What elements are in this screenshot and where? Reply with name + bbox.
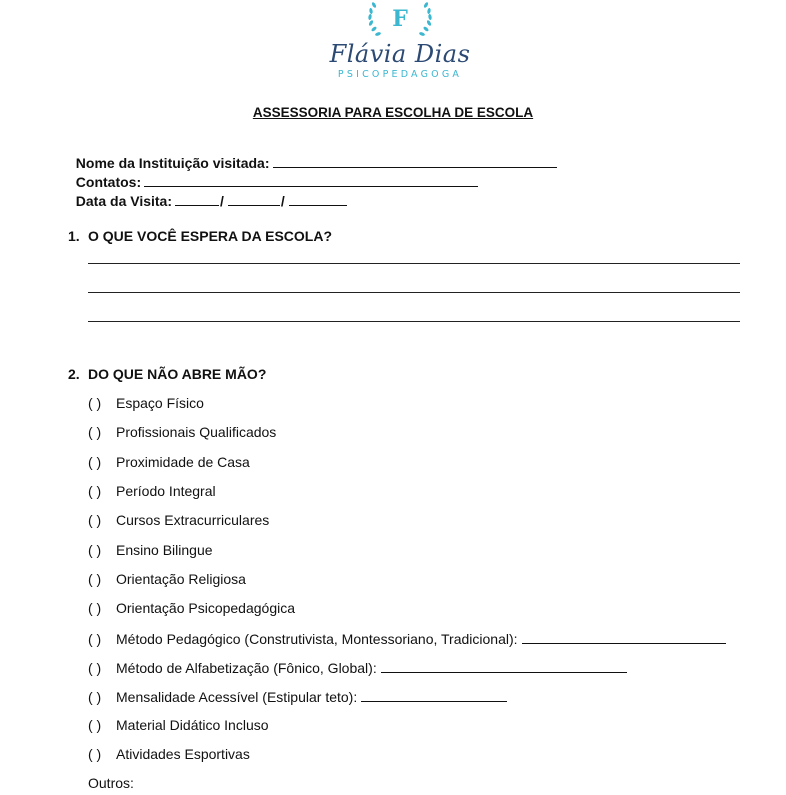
option-label: Proximidade de Casa	[116, 454, 250, 470]
brand-subtitle: PSICOPEDAGOGA	[337, 69, 463, 80]
answer-line[interactable]	[88, 292, 740, 293]
visit-month-blank[interactable]	[228, 191, 280, 206]
checkbox-parens[interactable]: ( )	[88, 631, 102, 647]
question-2-text: DO QUE NÃO ABRE MÃO?	[88, 366, 267, 382]
option-proximidade-de-casa[interactable]	[88, 454, 250, 470]
others-label: Outros:	[88, 775, 134, 791]
answer-line[interactable]	[88, 321, 740, 322]
brand-name: Flávia Dias	[329, 40, 471, 68]
option-label: Orientação Religiosa	[116, 571, 246, 587]
option-ensino-bilingue[interactable]	[88, 542, 213, 558]
date-separator: /	[220, 193, 224, 209]
answer-line[interactable]	[88, 263, 740, 264]
question-2-number: 2.	[68, 366, 80, 382]
option-periodo-integral[interactable]	[88, 483, 216, 499]
option-cursos-extracurriculares[interactable]	[88, 512, 269, 528]
option-atividades-esportivas[interactable]	[88, 746, 250, 762]
checkbox-parens[interactable]: ( )	[88, 512, 102, 528]
mensalidade-blank[interactable]	[361, 687, 507, 702]
logo-monogram: F	[392, 6, 408, 32]
metodo-pedagogico-blank[interactable]	[522, 629, 726, 644]
question-2-title	[68, 366, 266, 382]
visit-day-blank[interactable]	[175, 191, 219, 206]
option-label: Período Integral	[116, 483, 216, 499]
checkbox-parens[interactable]: ( )	[88, 395, 102, 411]
option-label: Profissionais Qualificados	[116, 424, 277, 440]
checkbox-parens[interactable]: ( )	[88, 746, 102, 762]
metodo-alfabetizacao-blank[interactable]	[381, 658, 627, 673]
option-mensalidade-acessivel[interactable]	[88, 687, 507, 705]
option-material-didatico[interactable]	[88, 717, 269, 733]
option-metodo-alfabetizacao[interactable]	[88, 658, 627, 676]
date-separator: /	[280, 193, 285, 209]
checkbox-parens[interactable]: ( )	[88, 571, 102, 587]
option-label: Espaço Físico	[116, 395, 204, 411]
question-1-title	[68, 228, 332, 244]
option-label: Orientação Psicopedagógica	[116, 600, 296, 616]
visit-date-label: Data da Visita:	[75, 193, 173, 209]
question-1-text: O QUE VOCÊ ESPERA DA ESCOLA?	[88, 228, 332, 244]
option-orientacao-religiosa[interactable]	[88, 571, 246, 587]
option-profissionais-qualificados[interactable]	[88, 424, 276, 440]
option-label: Método de Alfabetização (Fônico, Global):	[116, 660, 377, 676]
option-label: Método Pedagógico (Construtivista, Montessoriano, Tradicional):	[116, 631, 518, 647]
option-label: Cursos Extracurriculares	[116, 512, 270, 528]
checkbox-parens[interactable]: ( )	[88, 660, 102, 676]
option-orientacao-psicopedagogica[interactable]	[88, 600, 295, 616]
laurel-monogram-icon	[360, 0, 440, 40]
checkbox-parens[interactable]: ( )	[88, 689, 102, 705]
checkbox-parens[interactable]: ( )	[88, 600, 102, 616]
checkbox-parens[interactable]: ( )	[88, 483, 102, 499]
visit-year-blank[interactable]	[289, 191, 347, 206]
contacts-label: Contatos:	[75, 174, 142, 190]
option-label: Ensino Bilingue	[116, 542, 213, 558]
question-1-number: 1.	[68, 228, 80, 244]
option-label: Atividades Esportivas	[116, 746, 250, 762]
document-title: ASSESSORIA PARA ESCOLHA DE ESCOLA	[252, 105, 534, 120]
option-label: Material Didático Incluso	[116, 717, 269, 733]
option-label: Mensalidade Acessível (Estipular teto):	[116, 689, 358, 705]
option-espaco-fisico[interactable]	[88, 395, 204, 411]
brand-logo	[320, 0, 480, 84]
checkbox-parens[interactable]: ( )	[88, 717, 102, 733]
checkbox-parens[interactable]: ( )	[88, 424, 102, 440]
visit-date-field	[68, 175, 347, 209]
option-metodo-pedagogico[interactable]	[88, 629, 726, 647]
institution-label: Nome da Instituição visitada:	[75, 155, 270, 171]
checkbox-parens[interactable]: ( )	[88, 454, 102, 470]
checkbox-parens[interactable]: ( )	[88, 542, 102, 558]
